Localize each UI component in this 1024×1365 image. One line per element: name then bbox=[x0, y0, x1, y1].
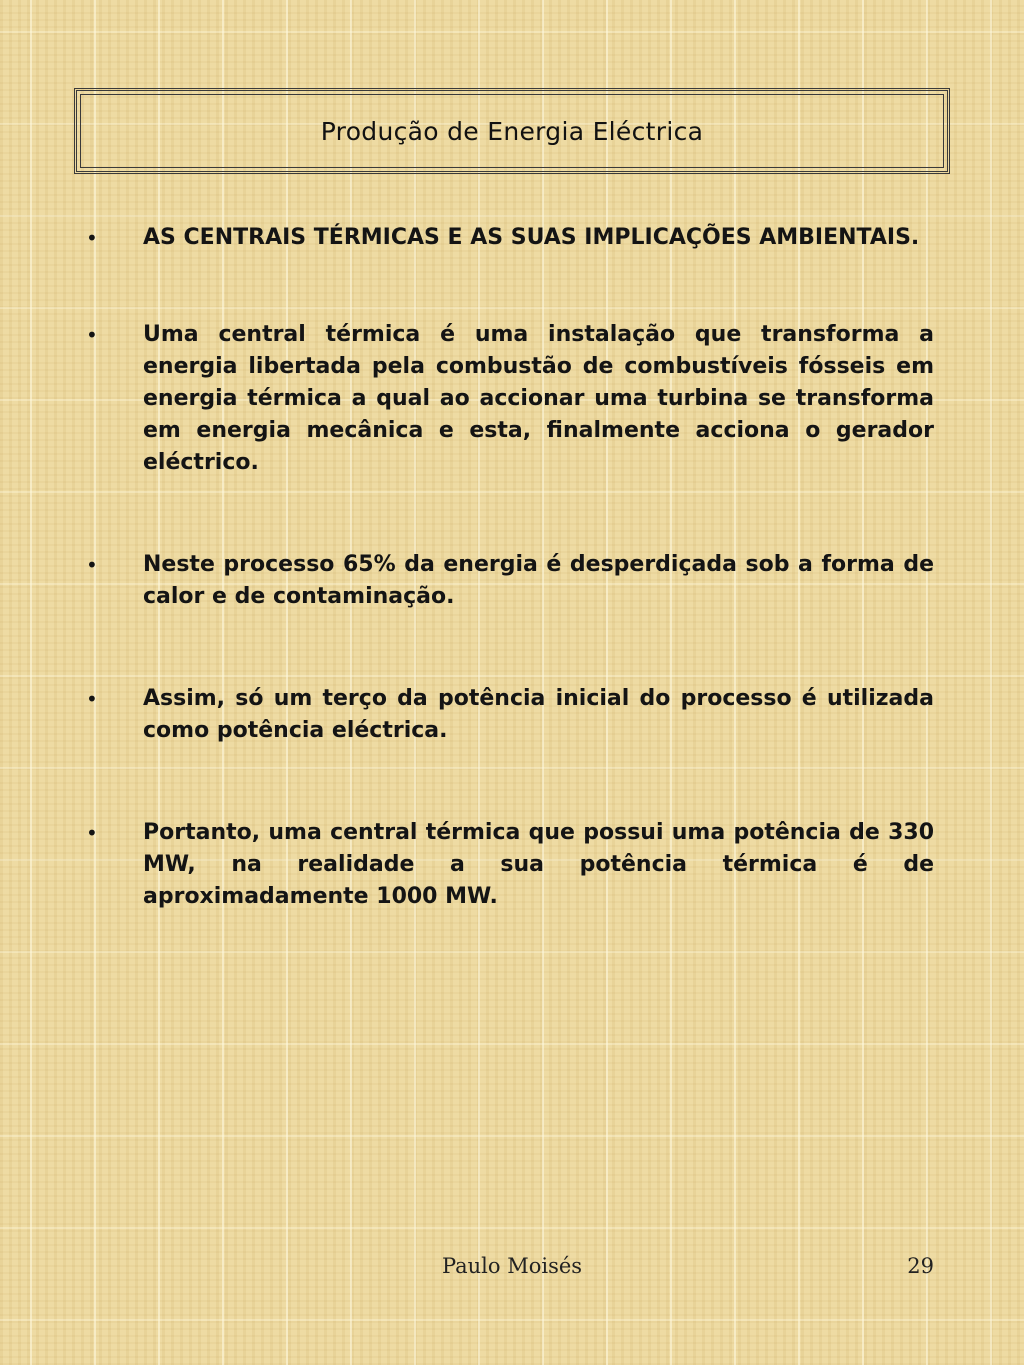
bullet-text: Portanto, uma central térmica que possui uma potência de 330 MW, na realidade a sua potência térmica é de aproximadamente 1000 MW. bbox=[143, 820, 934, 909]
bullet-list bbox=[86, 222, 934, 913]
bullet-text: Neste processo 65% da energia é desperdiçada sob a forma de calor e de contaminação. bbox=[143, 552, 934, 609]
bullet-icon: • bbox=[86, 553, 98, 577]
bullet-icon: • bbox=[86, 226, 98, 250]
bullet-text: Assim, só um terço da potência inicial do processo é utilizada como potência eléctrica. bbox=[143, 686, 934, 743]
bullet-text: AS CENTRAIS TÉRMICAS E AS SUAS IMPLICAÇÕES AMBIENTAIS. bbox=[143, 225, 920, 250]
bullet-text: Uma central térmica é uma instalação que transforma a energia libertada pela combustão de combustíveis fósseis em energia térmica a qual ao accionar uma turbina se transforma em energia mecânica e esta, finalmente acciona o gerador eléctrico. bbox=[143, 322, 934, 475]
slide-title: Produção de Energia Eléctrica bbox=[320, 116, 704, 146]
bullet-item bbox=[86, 549, 934, 613]
bullet-icon: • bbox=[86, 323, 98, 347]
page-number: 29 bbox=[907, 1254, 934, 1278]
bullet-icon: • bbox=[86, 821, 98, 845]
bullet-item bbox=[86, 319, 934, 479]
bullet-item bbox=[86, 683, 934, 747]
bullet-item bbox=[86, 817, 934, 913]
slide-title-box bbox=[74, 88, 950, 174]
bullet-icon: • bbox=[86, 687, 98, 711]
footer-author: Paulo Moisés bbox=[441, 1254, 583, 1278]
bullet-item bbox=[86, 222, 934, 254]
